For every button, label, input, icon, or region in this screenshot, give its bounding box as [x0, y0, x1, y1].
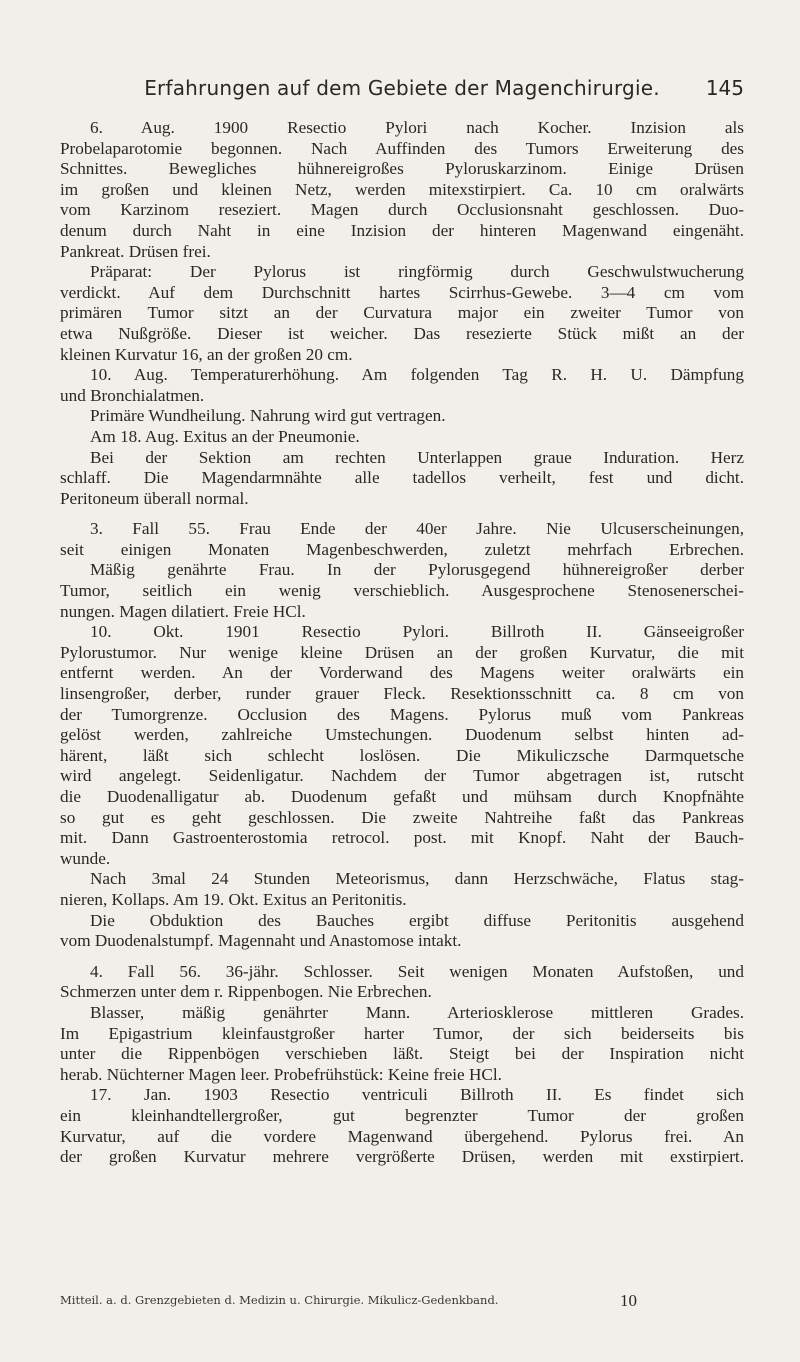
text-line: vom Duodenalstumpf. Magennaht und Anastomose intakt. — [60, 931, 462, 951]
page-number: 145 — [705, 76, 744, 100]
text-line: im großen und kleinen Netz, werden mitexstirpiert. Ca. 10 cm oralwärts — [60, 179, 744, 199]
text-line: 4. Fall 56. 36-jähr. Schlosser. Seit wenigen Monaten Aufstoßen, und — [90, 961, 744, 981]
text-line: etwa Nußgröße. Dieser ist weicher. Das resezierte Stück mißt an der — [60, 323, 744, 343]
text-line: und Bronchialatmen. — [60, 385, 205, 405]
text-line: Probelaparotomie begonnen. Nach Auffinden des Tumors Erweiterung des — [60, 138, 744, 158]
text-line: gelöst werden, zahlreiche Umstechungen. Duodenum selbst hinten ad- — [60, 725, 744, 745]
text-line: nieren, Kollaps. Am 19. Okt. Exitus an Peritonitis. — [60, 889, 407, 909]
text-line: Am 18. Aug. Exitus an der Pneumonie. — [90, 426, 360, 446]
text-line: ein kleinhandtellergroßer, gut begrenzter Tumor der großen — [60, 1105, 744, 1125]
text-line: Peritoneum überall normal. — [60, 488, 249, 508]
sheet-signature: 10 — [620, 1291, 637, 1310]
text-line: 10. Okt. 1901 Resectio Pylori. Billroth II. Gänseeigroßer — [90, 622, 744, 642]
text-line: 10. Aug. Temperaturerhöhung. Am folgenden Tag R. H. U. Dämpfung — [90, 365, 744, 385]
page-footer — [60, 1291, 744, 1313]
text-line: kleinen Kurvatur 16, an der großen 20 cm. — [60, 344, 353, 364]
paragraph-gap — [60, 952, 744, 962]
text-line: Mäßig genährte Frau. In der Pylorusgegend hühnereigroßer derber — [90, 560, 744, 580]
text-line: Tumor, seitlich ein wenig verschieblich. Ausgesprochene Stenosenerschei- — [60, 581, 744, 601]
text-line: denum durch Naht in eine Inzision der hinteren Magenwand eingenäht. — [60, 220, 744, 240]
text-line: Kurvatur, auf die vordere Magenwand übergehend. Pylorus frei. An — [60, 1126, 744, 1146]
text-line: die Duodenalligatur ab. Duodenum gefaßt und mühsam durch Knopfnähte — [60, 787, 744, 806]
text-line: Pylorustumor. Nur wenige kleine Drüsen an der großen Kurvatur, die mit — [60, 642, 744, 662]
text-line: wird angelegt. Seidenligatur. Nachdem der Tumor abgetragen ist, rutscht — [60, 766, 744, 786]
text-line: Schnittes. Bewegliches hühnereigroßes Pyloruskarzinom. Einige Drüsen — [60, 159, 744, 179]
text-line: Nach 3mal 24 Stunden Meteorismus, dann Herzschwäche, Flatus stag- — [90, 869, 744, 889]
text-line: wunde. — [60, 848, 111, 868]
running-title: Erfahrungen auf dem Gebiete der Magenchirurgie. — [144, 76, 660, 100]
text-line: schlaff. Die Magendarmnähte alle tadellos verheilt, fest und dicht. — [60, 468, 744, 488]
text-line: Pankreat. Drüsen frei. — [60, 241, 211, 261]
text-line: der Tumorgrenze. Occlusion des Magens. Pylorus muß vom Pankreas — [60, 704, 744, 724]
text-line: härent, läßt sich schlecht loslösen. Die Mikuliczsche Darmquetsche — [60, 745, 744, 765]
text-line: so gut es geht geschlossen. Die zweite Nahtreihe faßt das Pankreas — [60, 807, 744, 827]
running-head — [60, 74, 744, 104]
text-line: seit einigen Monaten Magenbeschwerden, zuletzt mehrfach Erbrechen. — [60, 539, 744, 559]
text-line: herab. Nüchterner Magen leer. Probefrühstück: Keine freie HCl. — [60, 1064, 502, 1084]
text-line: der großen Kurvatur mehrere vergrößerte Drüsen, werden mit exstirpiert. — [60, 1147, 744, 1167]
text-line: Im Epigastrium kleinfaustgroßer harter Tumor, der sich beiderseits bis — [60, 1023, 744, 1043]
paragraph-gap — [60, 509, 744, 519]
text-line: verdickt. Auf dem Durchschnitt hartes Scirrhus-Gewebe. 3—4 cm vom — [60, 282, 744, 302]
text-line: Die Obduktion des Bauches ergibt diffuse Peritonitis ausgehend — [90, 910, 744, 930]
text-line: Primäre Wundheilung. Nahrung wird gut vertragen. — [90, 406, 446, 426]
text-line: 17. Jan. 1903 Resectio ventriculi Billroth II. Es findet sich — [90, 1085, 744, 1105]
body-text — [60, 118, 744, 1168]
text-line: Schmerzen unter dem r. Rippenbogen. Nie Erbrechen. — [60, 982, 432, 1002]
text-line: 6. Aug. 1900 Resectio Pylori nach Kocher. Inzision als — [90, 118, 744, 137]
source-note: Mitteil. a. d. Grenzgebieten d. Medizin u. Chirurgie. Mikulicz-Gedenkband. — [60, 1293, 499, 1307]
text-line: primären Tumor sitzt an der Curvatura major ein zweiter Tumor von — [60, 303, 744, 323]
text-line: mit. Dann Gastroenterostomia retrocol. post. mit Knopf. Naht der Bauch- — [60, 828, 744, 848]
text-line: entfernt werden. An der Vorderwand des Magens weiter oralwärts ein — [60, 663, 744, 683]
text-line: 3. Fall 55. Frau Ende der 40er Jahre. Nie Ulcuserscheinungen, — [90, 519, 744, 539]
text-line: nungen. Magen dilatiert. Freie HCl. — [60, 601, 306, 621]
text-line: Bei der Sektion am rechten Unterlappen graue Induration. Herz — [90, 447, 744, 467]
text-line: Präparat: Der Pylorus ist ringförmig durch Geschwulstwucherung — [90, 262, 744, 282]
text-line: Blasser, mäßig genährter Mann. Arteriosklerose mittleren Grades. — [90, 1002, 744, 1022]
text-line: unter die Rippenbögen verschieben läßt. Steigt bei der Inspiration nicht — [60, 1044, 744, 1064]
text-line: vom Karzinom reseziert. Magen durch Occlusionsnaht geschlossen. Duo- — [60, 200, 744, 220]
text-line: linsengroßer, derber, runder grauer Fleck. Resektionsschnitt ca. 8 cm von — [60, 684, 744, 704]
